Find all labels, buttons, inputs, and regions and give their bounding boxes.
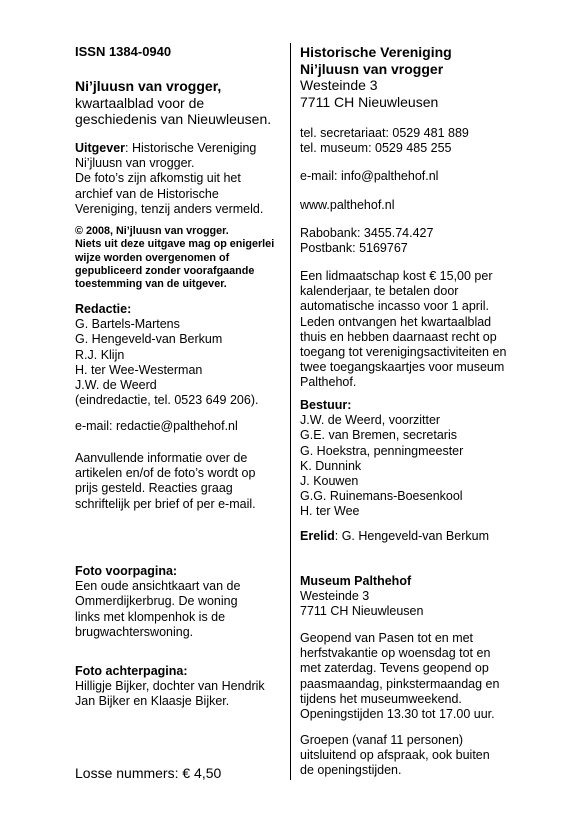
membership-block bbox=[300, 269, 506, 391]
editor-name: G. Hengeveld-van Berkum bbox=[75, 332, 223, 347]
membership-line: Leden ontvangen het kwartaalblad bbox=[300, 314, 492, 329]
board-member: G.E. van Bremen, secretaris bbox=[300, 428, 458, 443]
copyright-line: toestemming van de uitgever. bbox=[75, 278, 227, 291]
membership-line: automatische incasso voor 1 april. bbox=[300, 299, 489, 314]
museum-hours-line: Geopend van Pasen tot en met bbox=[300, 631, 474, 645]
museum-hours-block bbox=[300, 631, 499, 722]
membership-line: twee toegangskaartjes voor museum bbox=[300, 360, 505, 375]
phone-line: tel. secretariaat: 0529 481 889 bbox=[300, 126, 469, 140]
honorary-label: Erelid bbox=[300, 529, 335, 543]
museum-groups-line: uitsluitend op afspraak, ook buiten bbox=[300, 748, 490, 763]
editor-name: H. ter Wee-Westerman bbox=[75, 362, 203, 377]
website: www.palthehof.nl bbox=[300, 198, 395, 212]
museum-hours-line: herfstvakantie op woensdag tot en bbox=[300, 646, 491, 661]
board-member: G. Hoekstra, penningmeester bbox=[300, 443, 464, 458]
copyright-line: wijze worden overgenomen of bbox=[75, 251, 230, 264]
editor-name: R.J. Klijn bbox=[75, 347, 125, 362]
honorary-name: : G. Hengeveld-van Berkum bbox=[334, 529, 489, 543]
back-photo-line: Jan Bijker en Klaasje Bijker. bbox=[75, 694, 230, 709]
back-photo-label: Foto achterpagina: bbox=[75, 664, 188, 678]
society-block bbox=[300, 44, 452, 110]
society-email: e-mail: info@palthehof.nl bbox=[300, 169, 439, 183]
magazine-title: Ni’jluusn van vrogger, bbox=[75, 78, 222, 94]
publisher-line: Vereniging, tenzij anders vermeld. bbox=[75, 201, 264, 216]
magazine-subtitle-line: kwartaalblad voor de bbox=[75, 94, 205, 111]
board-member: J.W. de Weerd, voorzitter bbox=[300, 413, 441, 428]
honorary-member bbox=[300, 529, 489, 544]
front-photo-line: Ommerdijkerbrug. De woning bbox=[75, 594, 238, 609]
publisher-rest: : Historische Vereniging bbox=[125, 141, 257, 155]
board-label: Bestuur: bbox=[300, 398, 352, 412]
board-member: J. Kouwen bbox=[300, 474, 359, 489]
copyright-line: gepubliceerd zonder voorafgaande bbox=[75, 264, 255, 277]
society-address-line: Westeinde 3 bbox=[300, 77, 378, 93]
editorial-email: e-mail: redactie@palthehof.nl bbox=[75, 419, 238, 433]
museum-hours-line: paasmaandag, pinkstermaandag en bbox=[300, 676, 500, 691]
phone-line: tel. museum: 0529 485 255 bbox=[300, 141, 452, 156]
front-photo-block bbox=[75, 564, 240, 640]
copyright-block bbox=[75, 225, 274, 291]
issn: ISSN 1384-0940 bbox=[75, 44, 172, 59]
magazine-subtitle-line: geschiedenis van Nieuwleusen. bbox=[75, 111, 272, 127]
museum-groups-line: Groepen (vanaf 11 personen) bbox=[300, 733, 464, 747]
copyright-line: Niets uit deze uitgave mag op enigerlei bbox=[75, 238, 275, 251]
phones-block bbox=[300, 126, 469, 156]
info-line: prijs gesteld. Reacties graag bbox=[75, 481, 233, 496]
museum-groups-block bbox=[300, 733, 490, 779]
back-photo-line: Hilligje Bijker, dochter van Hendrik bbox=[75, 679, 265, 694]
board-member: H. ter Wee bbox=[300, 504, 360, 519]
front-photo-label: Foto voorpagina: bbox=[75, 564, 178, 578]
publisher-label: Uitgever bbox=[75, 141, 126, 155]
membership-line: Een lidmaatschap kost € 15,00 per bbox=[300, 269, 493, 283]
editors-block bbox=[75, 302, 258, 408]
bank-block bbox=[300, 226, 433, 256]
editor-name: (eindredactie, tel. 0523 649 206). bbox=[75, 393, 259, 408]
editor-name: G. Bartels-Martens bbox=[75, 317, 180, 332]
society-name-line: Ni’jluusn van vrogger bbox=[300, 60, 444, 77]
museum-hours-line: tijdens het museumweekend. bbox=[300, 691, 462, 706]
front-photo-line: brugwachterswoning. bbox=[75, 624, 194, 639]
membership-line: Palthehof. bbox=[300, 375, 357, 390]
board-member: K. Dunnink bbox=[300, 458, 362, 473]
info-line: Aanvullende informatie over de bbox=[75, 451, 248, 465]
back-photo-block bbox=[75, 664, 265, 710]
membership-line: thuis en hebben daarnaast recht op bbox=[300, 329, 497, 344]
editors-label: Redactie: bbox=[75, 302, 132, 316]
museum-address-line: 7711 CH Nieuwleusen bbox=[300, 604, 424, 619]
magazine-block bbox=[75, 78, 271, 128]
membership-line: toegang tot verenigingsactiviteiten en bbox=[300, 345, 507, 360]
bank-line: Rabobank: 3455.74.427 bbox=[300, 226, 434, 240]
museum-groups-line: de openingstijden. bbox=[300, 763, 402, 778]
museum-hours-line: met zaterdag. Tevens geopend op bbox=[300, 661, 489, 676]
museum-hours-line: Openingstijden 13.30 tot 17.00 uur. bbox=[300, 707, 495, 722]
membership-line: kalenderjaar, te betalen door bbox=[300, 284, 459, 299]
museum-address-line: Westeinde 3 bbox=[300, 589, 370, 604]
publisher-line: De foto’s zijn afkomstig uit het bbox=[75, 171, 241, 186]
museum-name: Museum Palthehof bbox=[300, 574, 412, 588]
society-name-line: Historische Vereniging bbox=[300, 44, 452, 60]
front-photo-line: Een oude ansichtkaart van de bbox=[75, 579, 241, 594]
publisher-line: archief van de Historische bbox=[75, 186, 219, 201]
board-block bbox=[300, 398, 463, 520]
bank-line: Postbank: 5169767 bbox=[300, 241, 408, 256]
front-photo-line: links met klompenhok is de bbox=[75, 609, 226, 624]
info-line: artikelen en/of de foto’s wordt op bbox=[75, 466, 256, 481]
info-block bbox=[75, 451, 256, 512]
publisher-block bbox=[75, 141, 263, 217]
board-member: G.G. Ruinemans-Boesenkool bbox=[300, 489, 463, 504]
column-divider bbox=[290, 43, 291, 780]
copyright-line: © 2008, Ni’jluusn van vrogger. bbox=[75, 225, 229, 237]
publisher-line: Ni’jluusn van vrogger. bbox=[75, 156, 195, 171]
publisher-first-line bbox=[75, 141, 263, 156]
editor-name: J.W. de Weerd bbox=[75, 378, 157, 393]
museum-block bbox=[300, 574, 423, 620]
price: Losse nummers: € 4,50 bbox=[75, 765, 222, 781]
info-line: schriftelijk per brief of per e-mail. bbox=[75, 496, 256, 511]
society-address-line: 7711 CH Nieuwleusen bbox=[300, 93, 439, 110]
